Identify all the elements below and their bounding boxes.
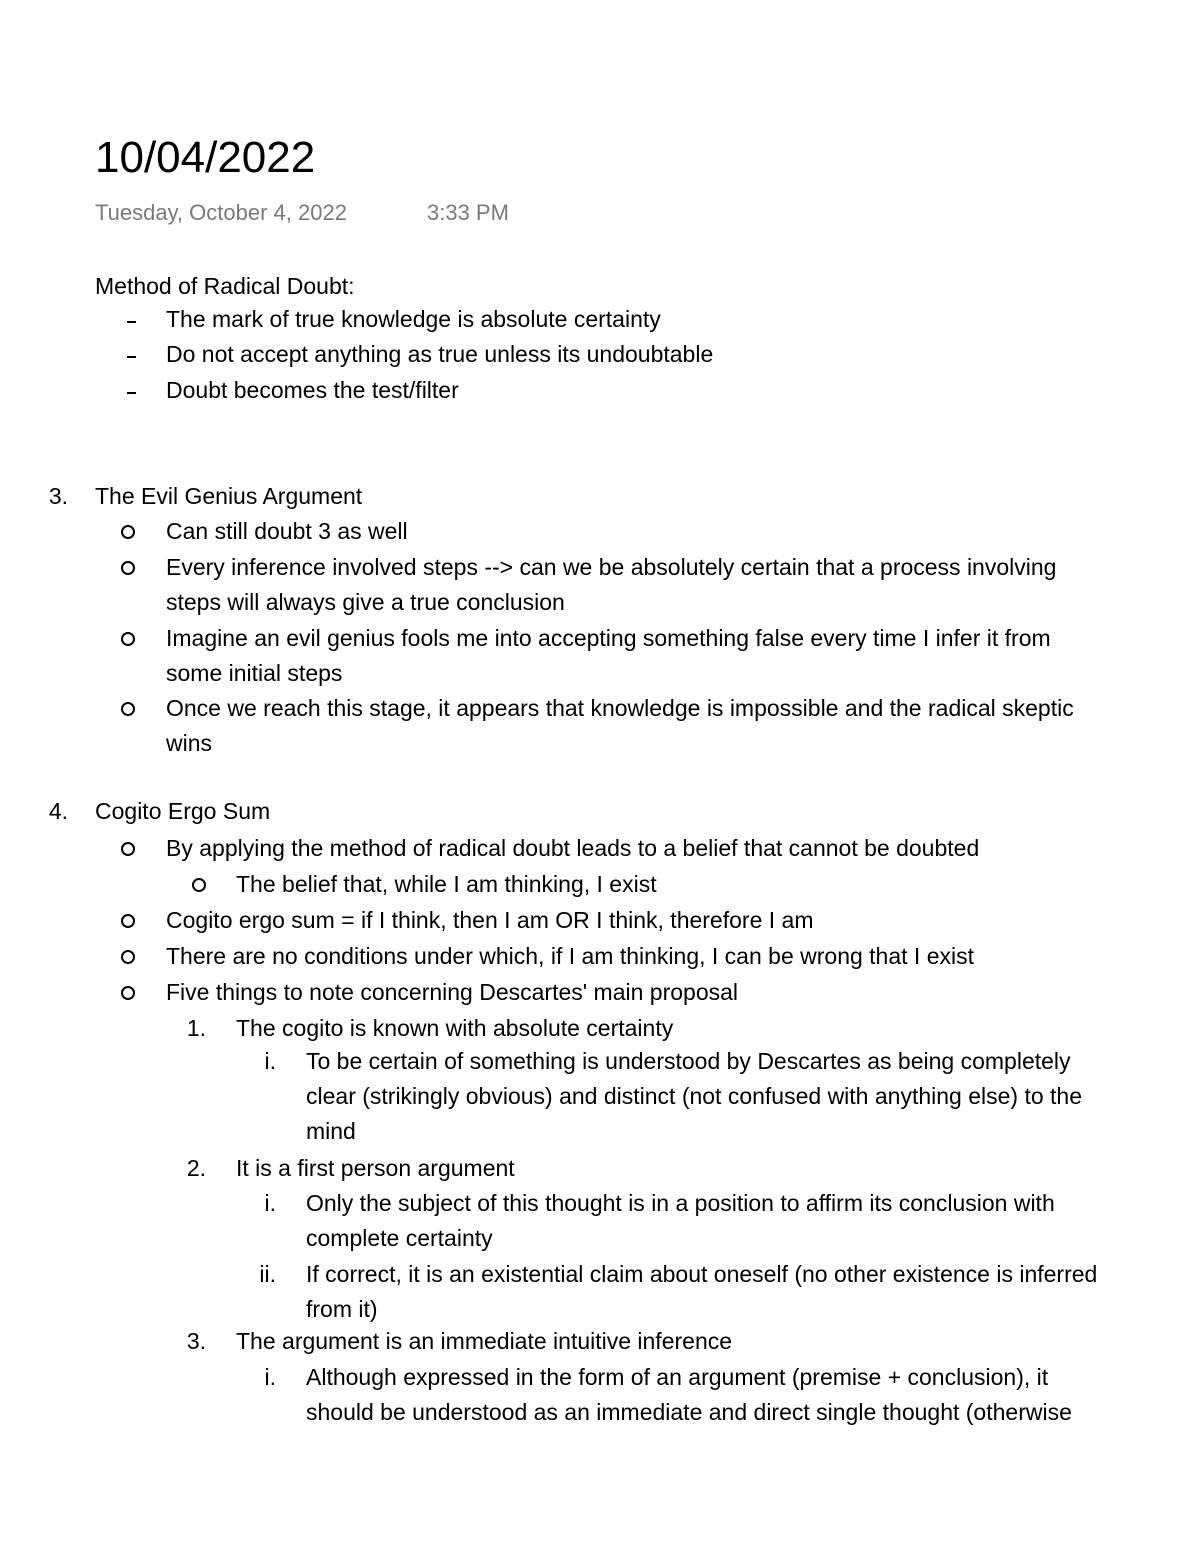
circle-bullet-icon bbox=[121, 914, 135, 928]
point-subitem: Although expressed in the form of an argument (premise + conclusion), it bbox=[306, 1364, 1049, 1390]
point-subitem: Only the subject of this thought is in a position to affirm its conclusion with bbox=[306, 1190, 1055, 1216]
circle-bullet-icon bbox=[121, 525, 135, 539]
roman-number: i. bbox=[264, 1190, 276, 1216]
list-item: Imagine an evil genius fools me into accepting something false every time I infer it from bbox=[166, 625, 1051, 651]
roman-number: i. bbox=[264, 1048, 276, 1074]
list-subitem: The belief that, while I am thinking, I exist bbox=[236, 871, 657, 897]
circle-bullet-icon bbox=[121, 561, 135, 575]
list-item-continuation: steps will always give a true conclusion bbox=[166, 589, 565, 615]
point-subitem-continuation: should be understood as an immediate and direct single thought (otherwise bbox=[306, 1399, 1072, 1425]
circle-bullet-icon bbox=[121, 842, 135, 856]
point-subitem-continuation: clear (strikingly obvious) and distinct (not confused with anything else) to the bbox=[306, 1083, 1083, 1109]
method-item: Doubt becomes the test/filter bbox=[166, 377, 459, 403]
list-item: Every inference involved steps --> can we be absolutely certain that a process involving bbox=[166, 554, 1057, 580]
circle-bullet-icon bbox=[121, 632, 135, 646]
point-item: It is a first person argument bbox=[236, 1155, 515, 1181]
circle-bullet-icon bbox=[192, 878, 206, 892]
list-item: Cogito ergo sum = if I think, then I am OR I think, therefore I am bbox=[166, 907, 814, 933]
method-item: Do not accept anything as true unless its undoubtable bbox=[166, 341, 714, 367]
note-time: 3:33 PM bbox=[427, 200, 509, 225]
point-subitem-continuation: from it) bbox=[306, 1296, 378, 1322]
list-number: 2. bbox=[186, 1155, 206, 1181]
circle-bullet-icon bbox=[121, 702, 135, 716]
list-item: By applying the method of radical doubt leads to a belief that cannot be doubted bbox=[166, 835, 980, 861]
page-title: 10/04/2022 bbox=[95, 133, 316, 182]
point-item: The argument is an immediate intuitive inference bbox=[236, 1328, 733, 1354]
point-subitem: To be certain of something is understood by Descartes as being completely bbox=[306, 1048, 1071, 1074]
list-item-continuation: some initial steps bbox=[166, 660, 343, 686]
list-item-continuation: wins bbox=[166, 730, 213, 756]
point-subitem: If correct, it is an existential claim about oneself (no other existence is inferred bbox=[306, 1261, 1098, 1287]
section-heading: Cogito Ergo Sum bbox=[95, 798, 271, 824]
list-item: Five things to note concerning Descartes' main proposal bbox=[166, 979, 739, 1005]
list-item: Once we reach this stage, it appears that knowledge is impossible and the radical skeptic bbox=[166, 695, 1074, 721]
circle-bullet-icon bbox=[121, 986, 135, 1000]
list-number: 1. bbox=[186, 1015, 206, 1041]
note-date: Tuesday, October 4, 2022 bbox=[95, 200, 347, 225]
point-subitem-continuation: mind bbox=[306, 1118, 356, 1144]
dash-bullet-icon bbox=[127, 321, 136, 323]
list-number: 3. bbox=[48, 483, 68, 509]
circle-bullet-icon bbox=[121, 950, 135, 964]
list-number: 3. bbox=[186, 1328, 206, 1354]
dash-bullet-icon bbox=[127, 356, 136, 358]
list-number: 4. bbox=[48, 798, 68, 824]
method-heading: Method of Radical Doubt: bbox=[95, 273, 355, 299]
roman-number: ii. bbox=[259, 1261, 276, 1287]
point-subitem-continuation: complete certainty bbox=[306, 1225, 493, 1251]
dash-bullet-icon bbox=[127, 392, 136, 394]
list-item: Can still doubt 3 as well bbox=[166, 518, 408, 544]
point-item: The cogito is known with absolute certainty bbox=[236, 1015, 674, 1041]
list-item: There are no conditions under which, if I am thinking, I can be wrong that I exist bbox=[166, 943, 974, 969]
method-item: The mark of true knowledge is absolute certainty bbox=[166, 306, 661, 332]
roman-number: i. bbox=[264, 1364, 276, 1390]
section-heading: The Evil Genius Argument bbox=[95, 483, 363, 509]
